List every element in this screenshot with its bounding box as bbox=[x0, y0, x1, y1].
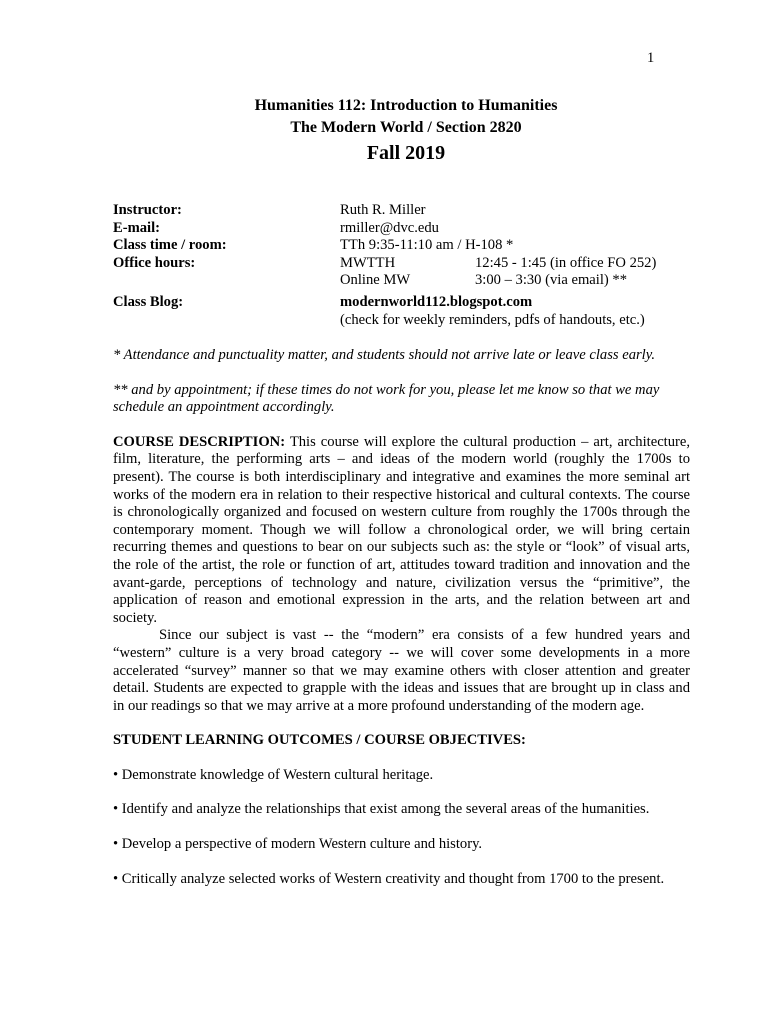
email-address[interactable]: rmiller@dvc.edu bbox=[340, 219, 439, 236]
course-description-paragraph-2: Since our subject is vast -- the “modern” era consists of a few hundred years and “western” culture is a very broad category -- we will cover some developments in a more accelerated “survey” manner so that we may examine others with closer attention and greater detail. Students are expected to grapple with the ideas and issues that are brought up in class and in our readings so that we may arrive at a more profound understanding of the modern age. bbox=[113, 627, 690, 714]
outcome-item: • Develop a perspective of modern Western culture and history. bbox=[113, 836, 483, 853]
outcome-item: • Demonstrate knowledge of Western cultural heritage. bbox=[113, 766, 434, 783]
outcome-item: • Critically analyze selected works of Western creativity and thought from 1700 to the present. bbox=[113, 870, 665, 887]
course-info-block bbox=[113, 202, 713, 329]
instructor-name: Ruth R. Miller bbox=[340, 202, 426, 218]
office-days-online: Online MW bbox=[340, 272, 411, 289]
outcomes-heading: STUDENT LEARNING OUTCOMES / COURSE OBJECTIVES: bbox=[113, 732, 526, 749]
email-label: E-mail: bbox=[113, 219, 161, 236]
course-description-label: COURSE DESCRIPTION: bbox=[113, 433, 286, 450]
page-number: 1 bbox=[647, 50, 655, 66]
office-hours-online-row bbox=[113, 272, 713, 290]
course-description-paragraph bbox=[113, 434, 690, 628]
office-days-in-person: MWTTH bbox=[340, 254, 396, 271]
class-blog-note: (check for weekly reminders, pdfs of handouts, etc.) bbox=[340, 311, 645, 328]
email-row bbox=[113, 220, 713, 238]
course-title: Humanities 112: Introduction to Humanities bbox=[254, 97, 558, 114]
course-subtitle: The Modern World / Section 2820 bbox=[290, 119, 522, 136]
class-blog-note-row bbox=[113, 312, 713, 330]
attendance-note: * Attendance and punctuality matter, and students should not arrive late or leave class early. bbox=[113, 347, 656, 363]
appointment-note: ** and by appointment; if these times do not work for you, please let me know so that we may schedule an appointment accordingly. bbox=[113, 381, 660, 416]
course-description-text: This course will explore the cultural production – art, architecture, film, literature, the performing arts – and ideas of the modern world (roughly the 1700s to present). The course is both interdisciplinary and integrative and examines the more seminal art works of the modern era in relation to their respective historical and cultural contexts. The course is chronologically organized and focused on western culture from roughly the 1700s through the contemporary moment. Though we will follow a chronological order, we will bring certain recurring themes and questions to bear on our subjects such as: the style or “look” of visual arts, the role of the artist, the role or function of art, attitudes toward tradition and innovation and the avant-garde, perceptions of technology and nature, civilization versus the “primitive”, the application of reason and emotional expression in the arts, and the relation between art and society. bbox=[113, 433, 691, 626]
office-hours-label: Office hours: bbox=[113, 254, 196, 271]
class-blog-label: Class Blog: bbox=[113, 293, 184, 310]
class-time-label: Class time / room: bbox=[113, 237, 227, 254]
class-blog-row bbox=[113, 294, 713, 312]
instructor-row bbox=[113, 202, 713, 220]
office-time-in-person: 12:45 - 1:45 (in office FO 252) bbox=[475, 254, 657, 271]
syllabus-body bbox=[113, 347, 690, 905]
instructor-label: Instructor: bbox=[113, 202, 182, 218]
office-hours-row bbox=[113, 255, 713, 273]
outcome-item: • Identify and analyze the relationships that exist among the several areas of the humanities. bbox=[113, 801, 650, 818]
class-blog-link[interactable]: modernworld112.blogspot.com bbox=[340, 293, 533, 310]
course-term: Fall 2019 bbox=[366, 142, 446, 164]
document-header bbox=[0, 95, 770, 167]
class-time-row bbox=[113, 237, 713, 255]
class-time-value: TTh 9:35-11:10 am / H-108 * bbox=[340, 237, 514, 254]
office-time-online: 3:00 – 3:30 (via email) ** bbox=[475, 272, 627, 289]
